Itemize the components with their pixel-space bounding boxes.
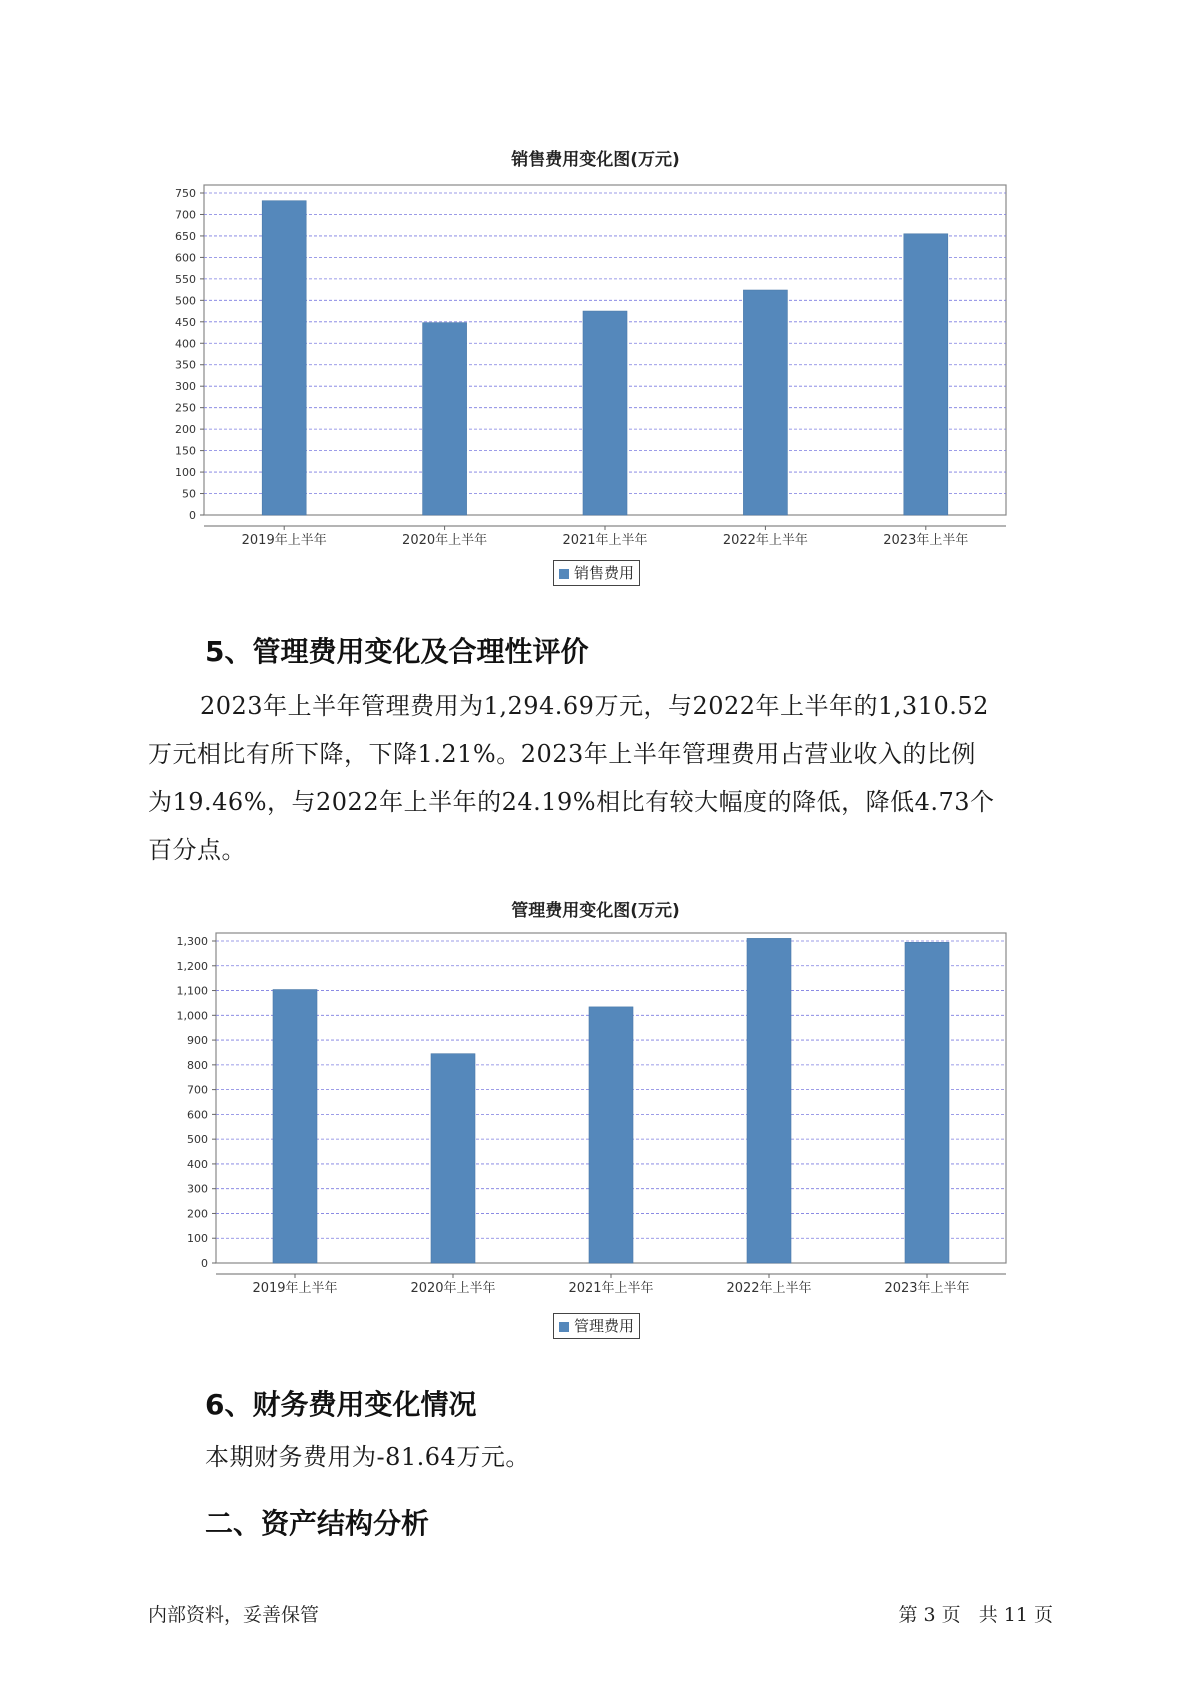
sales-expense-chart: [0, 150, 1191, 570]
bar-3: [583, 311, 627, 515]
y-tick-label: 0: [201, 1257, 208, 1270]
admin-expense-chart: [0, 910, 1191, 1330]
y-tick-label: 1,300: [176, 935, 208, 948]
y-tick-label: 450: [175, 315, 196, 329]
bar-5: [904, 234, 948, 515]
y-tick-label: 900: [187, 1034, 208, 1048]
x-tick-label: 2022年上半年: [726, 1281, 812, 1296]
section-5-line-4: 百分点。: [148, 836, 246, 864]
x-tick-label: 2022年上半年: [722, 533, 808, 548]
legend-swatch-icon: [559, 569, 569, 579]
footer-page-number: 第 3 页 共 11 页: [898, 1604, 1053, 1626]
bar-3: [589, 1007, 633, 1263]
y-tick-label: 750: [175, 187, 196, 200]
y-tick-label: 500: [175, 294, 196, 308]
sales-chart-title: 销售费用变化图(万元): [511, 150, 680, 170]
bar-2: [423, 323, 467, 515]
y-tick-label: 500: [187, 1133, 208, 1147]
bar-1: [273, 990, 317, 1263]
y-tick-label: 250: [175, 401, 196, 415]
x-tick-label: 2019年上半年: [252, 1281, 338, 1296]
y-tick-label: 300: [175, 380, 196, 394]
bar-5: [905, 942, 949, 1263]
y-tick-label: 700: [175, 208, 196, 222]
section-5-line-2: 万元相比有所下降，下降1.21%。2023年上半年管理费用占营业收入的比例: [148, 740, 976, 768]
y-tick-label: 300: [187, 1182, 208, 1196]
y-tick-label: 550: [175, 272, 196, 286]
admin-chart-title: 管理费用变化图(万元): [511, 901, 680, 921]
y-tick-label: 700: [187, 1083, 208, 1097]
y-tick-label: 150: [175, 444, 196, 458]
section-6-heading: 6、财务费用变化情况: [205, 1388, 477, 1421]
section-6-text: 本期财务费用为-81.64万元。: [205, 1443, 530, 1471]
y-tick-label: 0: [189, 509, 196, 522]
section-5-line-1: 2023年上半年管理费用为1,294.69万元，与2022年上半年的1,310.52: [200, 692, 989, 720]
x-tick-label: 2020年上半年: [402, 533, 488, 548]
y-tick-label: 650: [175, 229, 196, 243]
x-tick-label: 2021年上半年: [562, 533, 648, 548]
admin-legend-label: 管理费用: [574, 1317, 635, 1335]
admin-chart-legend: [553, 1313, 640, 1339]
y-tick-label: 800: [187, 1058, 208, 1072]
x-tick-label: 2019年上半年: [241, 533, 327, 548]
x-tick-label: 2023年上半年: [884, 1281, 970, 1296]
y-tick-label: 1,200: [176, 959, 208, 973]
x-tick-label: 2023年上半年: [883, 533, 969, 548]
x-tick-label: 2020年上半年: [410, 1281, 496, 1296]
bar-4: [743, 290, 787, 515]
y-tick-label: 200: [187, 1207, 208, 1221]
y-tick-label: 600: [187, 1108, 208, 1122]
y-tick-label: 100: [175, 466, 196, 480]
section-5-line-3: 为19.46%，与2022年上半年的24.19%相比有较大幅度的降低，降低4.73个: [148, 788, 995, 816]
y-tick-label: 400: [175, 337, 196, 351]
bar-4: [747, 938, 791, 1263]
bar-2: [431, 1054, 475, 1263]
y-tick-label: 400: [187, 1157, 208, 1171]
y-tick-label: 1,000: [176, 1009, 208, 1023]
legend-swatch-icon: [559, 1322, 569, 1332]
section-5-paragraph: [148, 682, 1053, 874]
x-tick-label: 2021年上半年: [568, 1281, 654, 1296]
y-tick-label: 100: [187, 1232, 208, 1246]
sales-chart-legend: [553, 560, 640, 586]
section-6-paragraph: [205, 1433, 1055, 1481]
footer-confidential-note: 内部资料，妥善保管: [148, 1604, 320, 1626]
y-tick-label: 1,100: [176, 984, 208, 998]
bar-1: [262, 201, 306, 515]
section-5-heading: 5、管理费用变化及合理性评价: [205, 635, 589, 668]
y-tick-label: 600: [175, 251, 196, 265]
y-tick-label: 50: [182, 487, 196, 501]
sales-legend-label: 销售费用: [574, 564, 635, 582]
y-tick-label: 200: [175, 423, 196, 437]
y-tick-label: 350: [175, 358, 196, 372]
section-2-heading: 二、资产结构分析: [205, 1507, 430, 1540]
